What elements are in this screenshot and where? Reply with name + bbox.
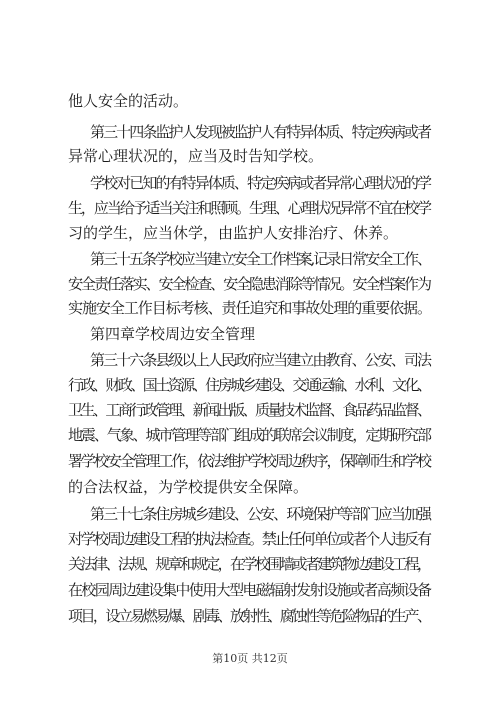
- page-footer: 第10页 共12页: [212, 652, 288, 665]
- text-line: 安全责任落实、安全检查、安全隐患消除等情况。安全档案作为: [68, 275, 430, 293]
- text-line: 异常心理状况的，应当及时告知学校。: [68, 147, 324, 165]
- text-line: 地震、气象、城市管理等部门组成的联席会议制度，定期研究部: [68, 426, 430, 444]
- chapter-heading: 第四章学校周边安全管理: [90, 325, 256, 343]
- text-line: 第三十六条县级以上人民政府应当建立由教育、公安、司法: [90, 351, 431, 369]
- text-line: 第三十七条住房城乡建设、公安、环境保护等部门应当加强: [90, 505, 431, 523]
- text-line: 他人安全的活动。: [68, 92, 189, 110]
- text-line: 学校对已知的有特异体质、特定疾病或者异常心理状况的学: [90, 174, 431, 192]
- text-line: 的合法权益，为学校提供安全保障。: [68, 478, 309, 496]
- text-line: 习的学生，应当休学，由监护人安排治疗、休养。: [68, 224, 399, 242]
- text-line: 项目，设立易燃易爆、剧毒、放射性、腐蚀性等危险物品的生产、: [68, 607, 430, 625]
- text-line: 行政、财政、国土资源、住房城乡建设、交通运输、水利、文化、: [68, 376, 430, 394]
- text-line: 关法律、法规、规章和规定，在学校围墙或者建筑物边建设工程，: [68, 555, 430, 573]
- text-line: 第三十五条学校应当建立安全工作档案,记录日常安全工作、: [90, 250, 430, 268]
- text-line: 对学校周边建设工程的执法检查。禁止任何单位或者个人违反有: [68, 530, 430, 548]
- text-line: 第三十四条监护人发现被监护人有特异体质、特定疾病或者: [90, 123, 431, 141]
- text-line: 署学校安全管理工作，依法维护学校周边秩序，保障师生和学校: [68, 452, 430, 470]
- text-line: 实施安全工作目标考核、责任追究和事故处理的重要依据。: [68, 299, 431, 317]
- text-line: 在校园周边建设集中使用大型电磁辐射发射设施或者高频设备: [68, 581, 431, 599]
- text-line: 生，应当给予适当关注和照顾。生理、心理状况异常不宜在校学: [68, 199, 430, 217]
- text-line: 卫生、工商行政管理、新闻出版、质量技术监督、食品药品监督、: [68, 401, 430, 419]
